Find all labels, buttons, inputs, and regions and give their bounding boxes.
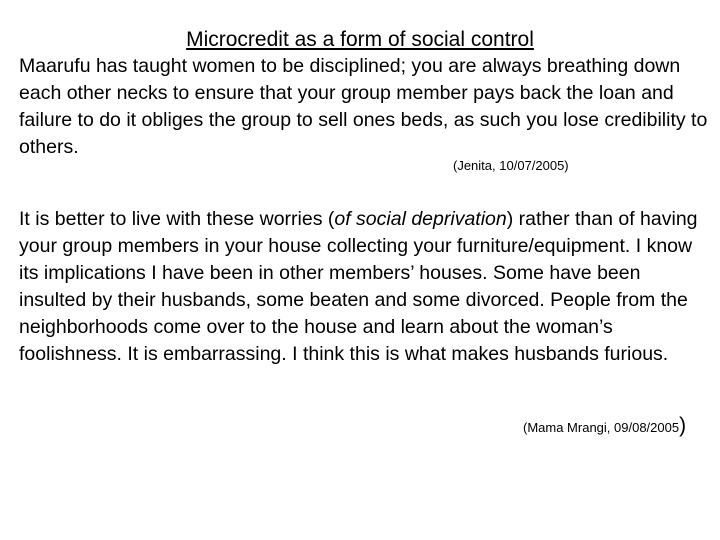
citation-text: (Mama Mrangi, 09/08/2005 — [523, 420, 680, 435]
quote-mama-mrangi — [19, 206, 709, 368]
quote-jenita: Maarufu has taught women to be disciplined; you are always breathing down each other necks to ensure that your group member pays back the loan and failure to do it obliges the group to sell ones beds, as such you lose credibility to others. — [19, 55, 708, 158]
quote-text-after: ) rather than of having your group members in your house collecting your furniture/equipment. I know its implications I have been in other members’ houses. Some have been insulted by their husbands, some beaten and some divorced. People from the neighborhoods come over to the house and learn about the woman’s foolishness. It is embarrassing. I think this is what makes husbands furious. — [19, 208, 698, 365]
citation-mama-mrangi — [523, 414, 687, 437]
quote-emphasis: of social deprivation — [334, 208, 507, 230]
citation-jenita: (Jenita, 10/07/2005) — [453, 158, 569, 173]
slide-title: Microcredit as a form of social control — [186, 28, 534, 51]
quote-text-before: It is better to live with these worries ( — [19, 208, 335, 230]
citation-close-paren: ) — [679, 414, 687, 437]
